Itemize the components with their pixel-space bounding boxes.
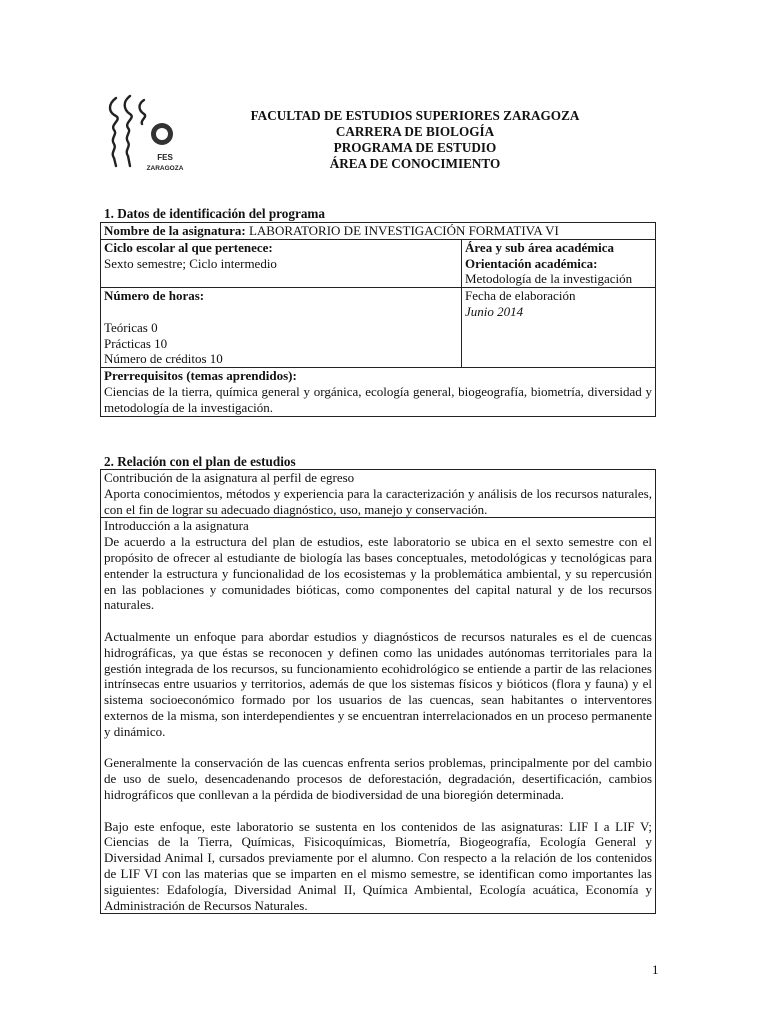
header-faculty: FACULTAD DE ESTUDIOS SUPERIORES ZARAGOZA xyxy=(250,108,580,123)
header-career: CARRERA DE BIOLOGÍA xyxy=(335,124,495,139)
introduccion-cell xyxy=(101,518,656,914)
fes-zaragoza-logo xyxy=(104,94,188,178)
section2-title: 2. Relación con el plan de estudios xyxy=(104,454,296,469)
section1-title: 1. Datos de identificación del programa xyxy=(104,206,325,221)
header-area: ÁREA DE CONOCIMIENTO xyxy=(329,156,501,171)
asignatura-value: LABORATORIO DE INVESTIGACIÓN FORMATIVA VI xyxy=(245,223,559,238)
intro-paragraph: Bajo este enfoque, este laboratorio se sustenta en los contenidos de las asignaturas: LIF I a LIF V; Ciencias de la Tierra, Químicas, Fisicoquímicas, Biometría, Biogeografía, Ecología General y Diversidad Animal I, cursados previamente por el alumno. Con respecto a la relación de los contenidos de LIF VI con las materias que se imparten en el mismo semestre, se identifican como importantes las siguientes: Edafología, Diversidad Animal II, Química Ambiental, Ecología acuática, Economía y Administración de Recursos Naturales. xyxy=(104,818,652,913)
orientacion-label: Orientación académica: xyxy=(465,255,598,271)
fecha-cell xyxy=(462,288,656,368)
creditos-value: Número de créditos 10 xyxy=(104,351,223,367)
header-program: PROGRAMA DE ESTUDIO xyxy=(333,140,497,155)
introduccion-label: Introducción a la asignatura xyxy=(104,518,249,534)
prerrequisitos-value: Ciencias de la tierra, química general y orgánica, ecología general, biogeografía, biometría, diversidad y metodología de la investigación. xyxy=(104,383,652,415)
fecha-value: Junio 2014 xyxy=(465,303,524,319)
intro-paragraph: De acuerdo a la estructura del plan de estudios, este laboratorio se ubica en el sexto semestre con el propósito de ofrecer al estudiante de biología las bases conceptuales, metodológicas y tecnológicas para entender la estructura y funcionalidad de los ecosistemas y la problemática ambiental, y su repercusión en las poblaciones y comunidades bióticas, como componentes del capital natural y de los recursos naturales. xyxy=(104,534,652,613)
prerrequisitos-cell xyxy=(101,368,656,416)
area-cell xyxy=(462,239,656,287)
ciclo-label: Ciclo escolar al que pertenece: xyxy=(104,239,273,255)
identification-table xyxy=(100,222,656,417)
contribucion-label: Contribución de la asignatura al perfil de egreso xyxy=(104,470,355,485)
svg-text:ZARAGOZA: ZARAGOZA xyxy=(146,165,184,172)
horas-label: Número de horas: xyxy=(104,288,205,304)
asignatura-cell xyxy=(101,223,656,240)
relation-table xyxy=(100,469,656,914)
ciclo-cell xyxy=(101,239,462,287)
asignatura-label: Nombre de la asignatura: xyxy=(104,223,246,238)
practicas-value: Prácticas 10 xyxy=(104,335,168,351)
prerrequisitos-label: Prerrequisitos (temas aprendidos): xyxy=(104,368,297,384)
area-label: Área y sub área académica xyxy=(465,239,614,255)
contribucion-cell xyxy=(101,470,656,518)
logo-text: FES xyxy=(157,153,173,162)
horas-cell xyxy=(101,288,462,368)
intro-paragraph: Generalmente la conservación de las cuencas enfrenta serios problemas, principalmente por del cambio de uso de suelo, desencadenando procesos de deforestación, degradación, desertificación, cambios hidrográficos que conllevan a la pérdida de biodiversidad de una bioregión determinada. xyxy=(104,755,652,802)
page-number: 1 xyxy=(652,962,659,977)
teoricas-value: Teóricas 0 xyxy=(104,319,158,335)
ciclo-value: Sexto semestre; Ciclo intermedio xyxy=(104,255,277,271)
contribucion-text: Aporta conocimientos, métodos y experiencia para la caracterización y análisis de los recursos naturales, con el fin de lograr su adecuado diagnóstico, uso, manejo y conservación. xyxy=(104,485,652,517)
orientacion-value: Metodología de la investigación xyxy=(465,271,633,287)
document-header xyxy=(200,108,630,172)
intro-paragraph: Actualmente un enfoque para abordar estudios y diagnósticos de recursos naturales es el de cuencas hidrográficas, ya que éstas se reconocen y definen como las unidades autónomas territoriales para la gestión integrada de los recursos, su funcionamiento ecohidrológico se entiende a partir de las relaciones intrínsecas entre usuarios y territorios, además de que los sistemas físicos y bióticos (flora y fauna) y el sistema socioeconómico formado por los usuarios de las cuencas, sean habitantes o interventores externos de la misma, son interdependientes y se encuentran interrelacionados en un proceso permanente y dinámico. xyxy=(104,628,652,739)
fecha-label: Fecha de elaboración xyxy=(465,288,576,304)
